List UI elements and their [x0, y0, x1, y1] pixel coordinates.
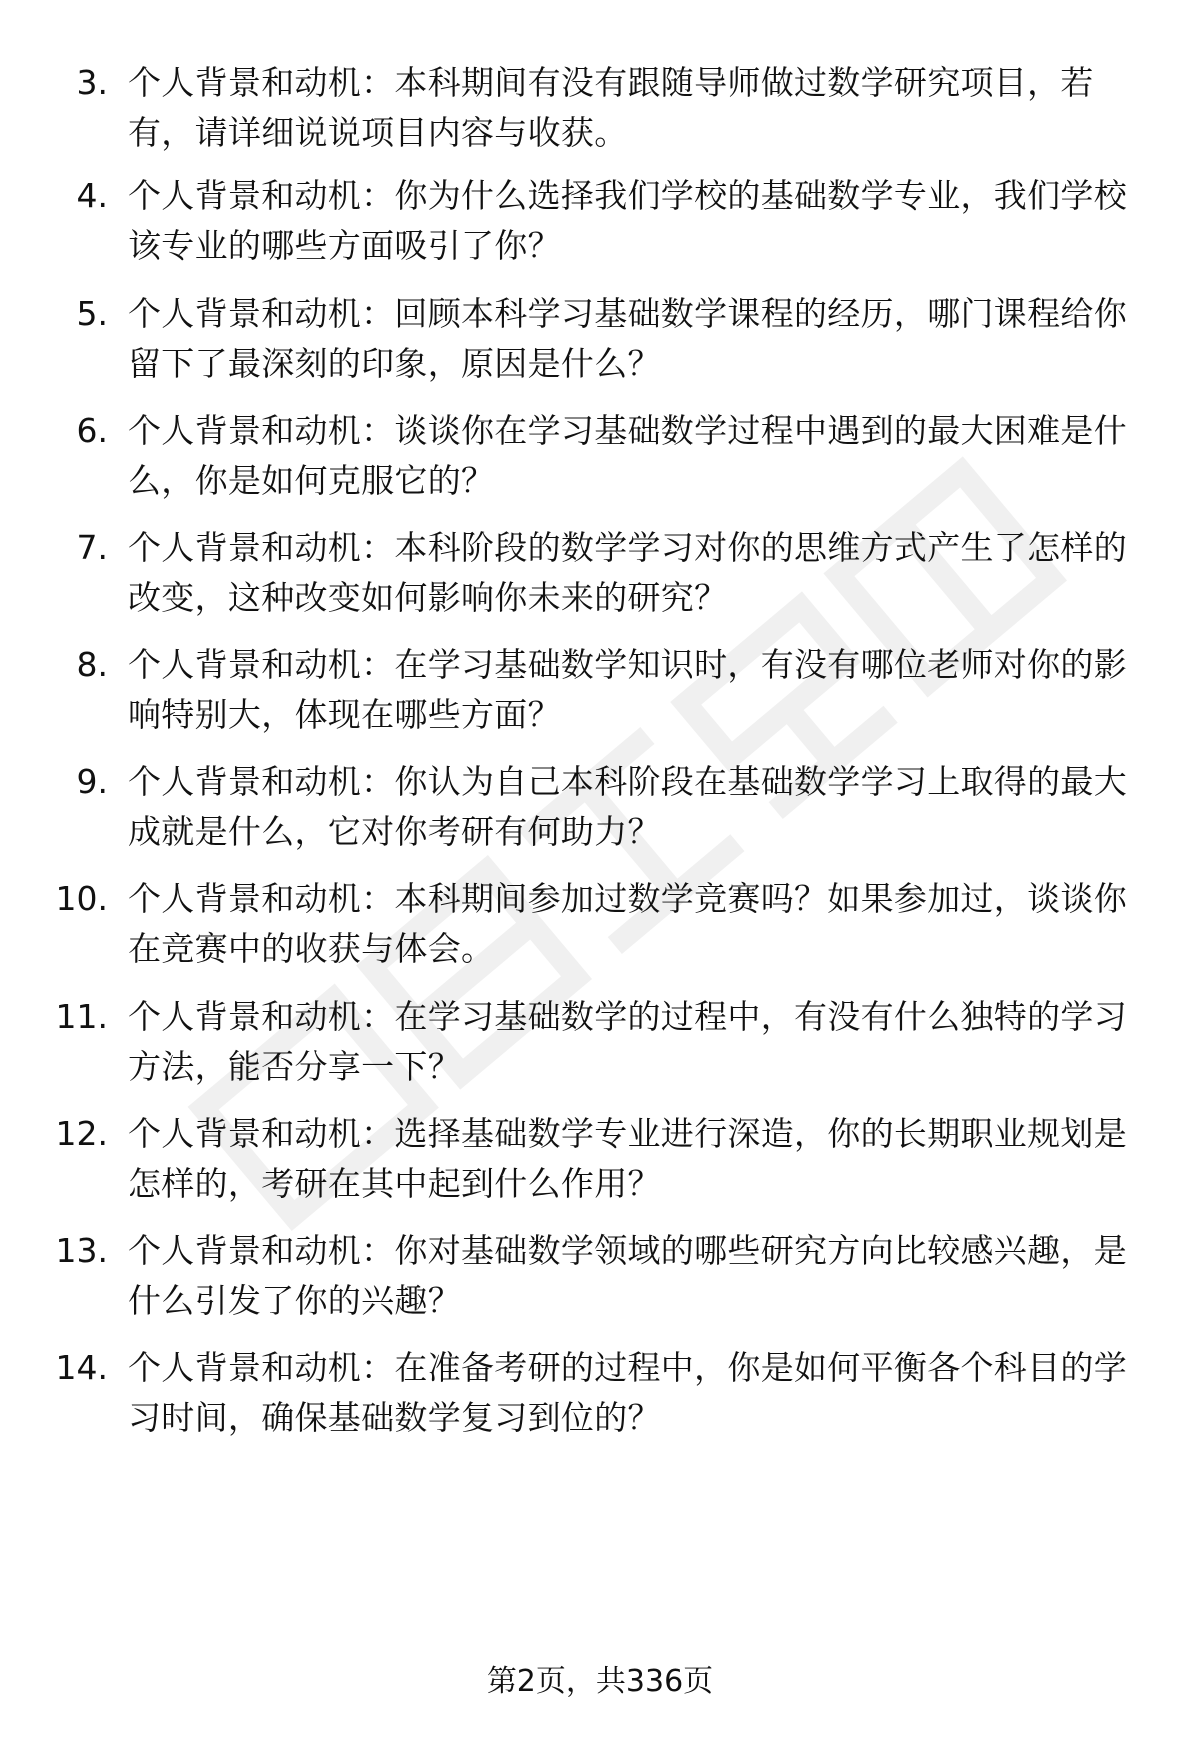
list-item	[0, 757, 1200, 857]
list-item	[0, 874, 1200, 974]
question-number: 12.	[55, 1114, 108, 1153]
list-item	[0, 1226, 1200, 1326]
question-text: 个人背景和动机：本科期间参加过数学竞赛吗？如果参加过，谈谈你在竞赛中的收获与体会。	[128, 879, 1127, 968]
question-number: 13.	[55, 1231, 108, 1270]
question-text: 个人背景和动机：本科期间有没有跟随导师做过数学研究项目，若有，请详细说说项目内容与收获。	[128, 63, 1094, 152]
question-number: 11.	[55, 997, 108, 1036]
question-number: 14.	[55, 1348, 108, 1387]
page-number: 第2页，共336页	[486, 1664, 714, 1699]
question-text: 个人背景和动机：你为什么选择我们学校的基础数学专业，我们学校该专业的哪些方面吸引了你？	[128, 176, 1127, 265]
question-number: 3.	[76, 63, 108, 102]
list-item	[0, 1109, 1200, 1209]
question-text: 个人背景和动机：在学习基础数学知识时，有没有哪位老师对你的影响特别大，体现在哪些方面？	[128, 645, 1127, 734]
list-item	[0, 289, 1200, 389]
question-text: 个人背景和动机：你对基础数学领域的哪些研究方向比较感兴趣，是什么引发了你的兴趣？	[128, 1231, 1127, 1320]
question-number: 10.	[55, 879, 108, 918]
list-item	[0, 406, 1200, 506]
list-item	[0, 523, 1200, 623]
list-item	[0, 1343, 1200, 1443]
question-text: 个人背景和动机：本科阶段的数学学习对你的思维方式产生了怎样的改变，这种改变如何影响你未来的研究？	[128, 528, 1127, 617]
list-item	[0, 58, 1200, 158]
question-text: 个人背景和动机：谈谈你在学习基础数学过程中遇到的最大困难是什么，你是如何克服它的？	[128, 411, 1127, 500]
list-item	[0, 171, 1200, 271]
list-item	[0, 640, 1200, 740]
question-number: 6.	[76, 411, 108, 450]
question-number: 7.	[76, 528, 108, 567]
question-text: 个人背景和动机：在学习基础数学的过程中，有没有什么独特的学习方法，能否分享一下？	[128, 997, 1127, 1086]
list-item	[0, 992, 1200, 1092]
question-number: 5.	[76, 294, 108, 333]
question-number: 9.	[76, 762, 108, 801]
question-number: 4.	[76, 176, 108, 215]
question-text: 个人背景和动机：在准备考研的过程中，你是如何平衡各个科目的学习时间，确保基础数学复习到位的？	[128, 1348, 1127, 1437]
question-text: 个人背景和动机：你认为自己本科阶段在基础数学学习上取得的最大成就是什么，它对你考研有何助力？	[128, 762, 1127, 851]
question-number: 8.	[76, 645, 108, 684]
question-text: 个人背景和动机：回顾本科学习基础数学课程的经历，哪门课程给你留下了最深刻的印象，原因是什么？	[128, 294, 1127, 383]
question-text: 个人背景和动机：选择基础数学专业进行深造，你的长期职业规划是怎样的，考研在其中起到什么作用？	[128, 1114, 1127, 1203]
